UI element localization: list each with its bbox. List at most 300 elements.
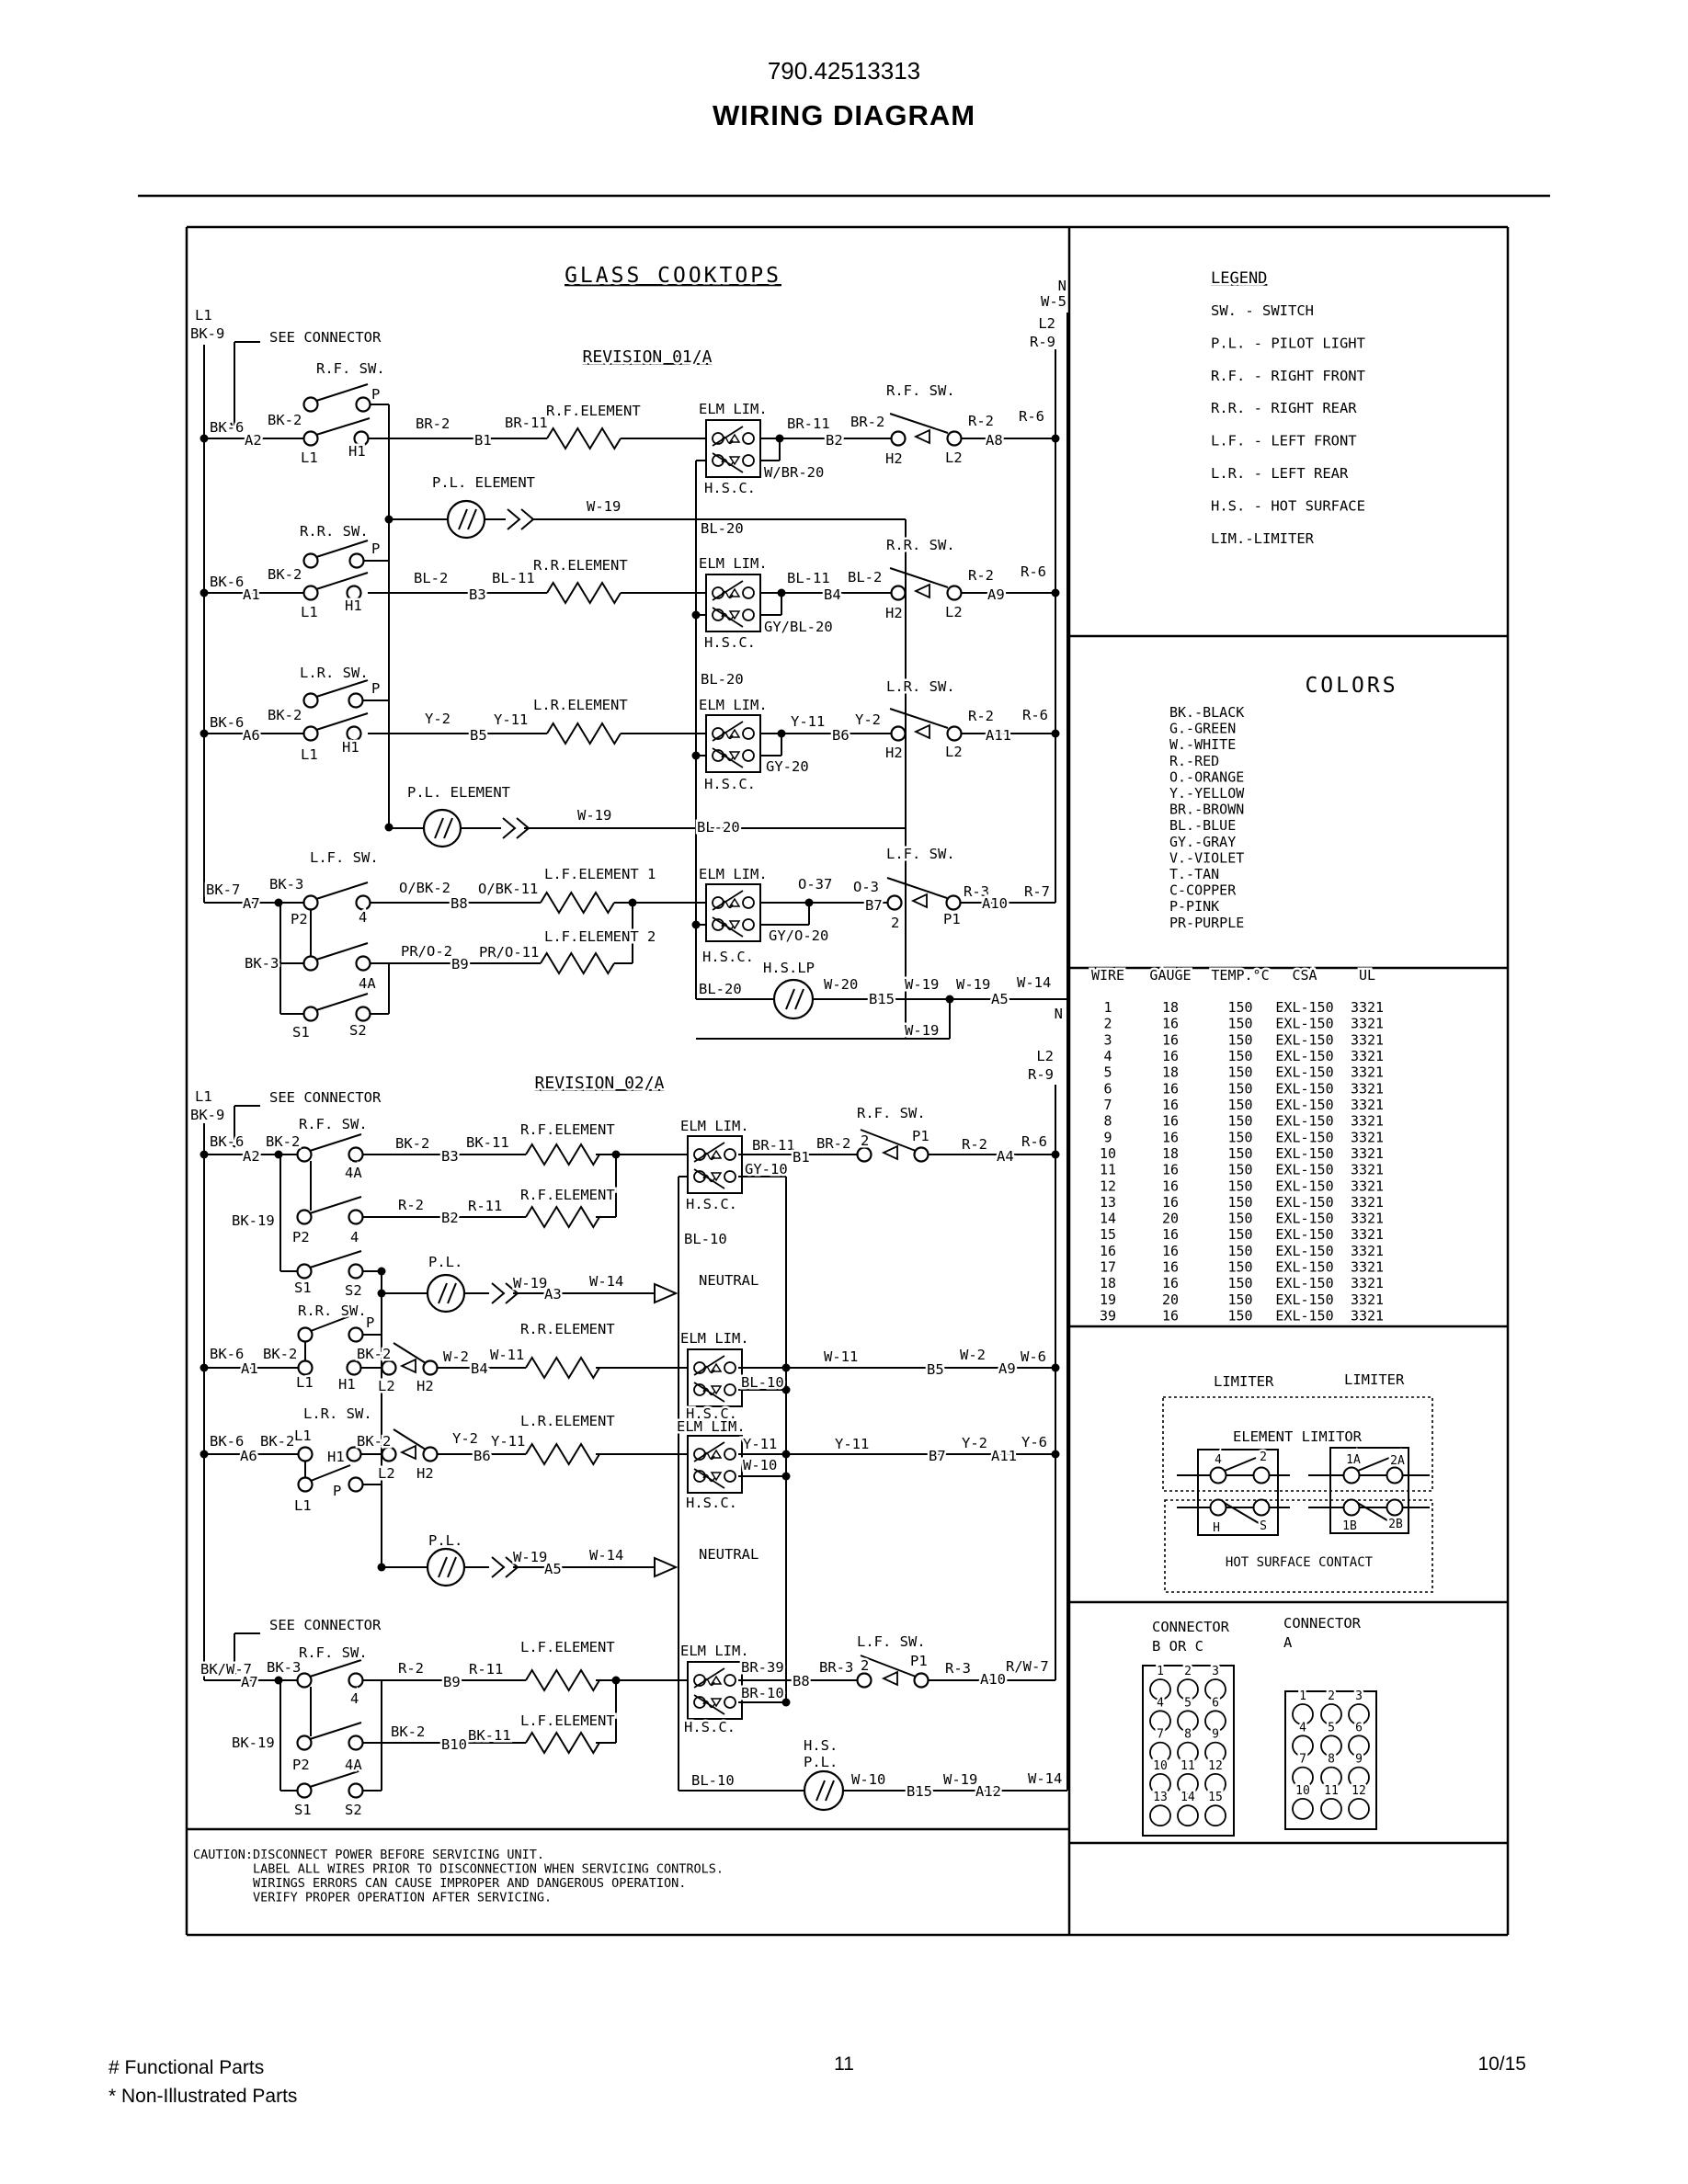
wire-label: Y-2 [855, 711, 881, 728]
contact-terminal-icon [724, 1362, 736, 1373]
wire-label: W-19 [905, 976, 940, 993]
elm-limiter-box [706, 574, 760, 631]
wire-label: BK-9 [190, 1107, 225, 1123]
wire-table-cell: 3321 [1350, 999, 1385, 1016]
wire-label: BL-2 [848, 569, 883, 586]
legend-item: P.L. - PILOT LIGHT [1211, 335, 1365, 352]
color-item: O.-ORANGE [1169, 768, 1245, 786]
wire-label: ELM LIM. [677, 1418, 746, 1435]
wire-label: L1 [294, 1428, 312, 1444]
wire-label: H1 [348, 443, 366, 460]
wire-table-cell: 13 [1099, 1193, 1117, 1211]
wire-table-cell: 3321 [1350, 1144, 1385, 1162]
wire-table-cell: 150 [1227, 1015, 1253, 1032]
wire-label: H2 [885, 745, 903, 761]
elm-limiter-box [688, 1349, 742, 1406]
limiter-terminal-icon [1344, 1500, 1360, 1516]
wire-label: BR-2 [816, 1135, 851, 1152]
wire-label: R-2 [968, 567, 994, 584]
wire-table-cell: 17 [1099, 1258, 1117, 1276]
wire-table-cell: 16 [1161, 1129, 1180, 1146]
wire-label: B9 [443, 1674, 461, 1690]
wire-label: L2 [378, 1465, 395, 1482]
wire-label: A4 [997, 1148, 1014, 1165]
color-item: GY.-GRAY [1169, 833, 1237, 850]
wire-label: S1 [292, 1024, 310, 1041]
wire-label: SEE CONNECTOR [269, 1089, 382, 1106]
switch-terminal-icon [304, 694, 318, 708]
switch-terminal-icon [298, 1784, 312, 1798]
connector-pin-number: 13 [1153, 1791, 1168, 1805]
wire-label: L.F. SW. [886, 846, 955, 862]
switch-terminal-icon [304, 727, 318, 741]
switch-terminal-icon [304, 586, 318, 600]
switch-terminal-icon [349, 1211, 363, 1224]
wire-label: PR/O-2 [401, 943, 452, 960]
contact-triangle-icon [712, 1151, 721, 1158]
wire-label: L1 [301, 746, 318, 763]
connector-pin-icon [1321, 1799, 1341, 1819]
wire-label: H [1213, 1521, 1220, 1535]
wire-table-cell: 16 [1161, 1193, 1180, 1211]
connector-pin-number: 3 [1355, 1689, 1363, 1703]
wire-label: L1 [301, 604, 318, 620]
wire-label: Y-2 [425, 711, 451, 727]
wire-label: BK-2 [260, 1433, 295, 1450]
junction-dot [378, 1564, 386, 1572]
wire-table-cell: 16 [1161, 1226, 1180, 1244]
switch-terminal-icon [424, 1361, 438, 1375]
wire-label: L.R.ELEMENT [520, 1413, 615, 1429]
wire-table-cell: 150 [1227, 1031, 1253, 1049]
contact-terminal-icon [724, 1384, 736, 1395]
wire-label: ELM LIM. [680, 1118, 749, 1134]
wire-table-cell: 5 [1103, 1064, 1112, 1081]
wire-table-cell: 3321 [1350, 1177, 1385, 1195]
wire-table-cell: 16 [1161, 1047, 1180, 1064]
wire-label: 4A [345, 1757, 362, 1773]
junction-dot [275, 1151, 283, 1159]
wire-label: R-11 [469, 1661, 504, 1678]
wire-label: S2 [345, 1802, 362, 1818]
wire-label: BK-3 [267, 1659, 302, 1676]
contact-terminal-icon [743, 728, 754, 739]
connector-pin-number: 5 [1184, 1696, 1192, 1711]
legend-item: L.F. - LEFT FRONT [1211, 432, 1357, 449]
wire-label: P [371, 680, 381, 697]
wire-label: BR-11 [505, 415, 548, 431]
wire-label: A1 [243, 586, 260, 603]
wire-table-cell: 16 [1161, 1015, 1180, 1032]
wire-table-cell: 2 [1103, 1015, 1112, 1032]
wire-label: A10 [982, 895, 1008, 912]
wire-label: P.L. ELEMENT [407, 784, 510, 801]
pilot-light-icon [428, 1275, 464, 1312]
wire-label: B4 [471, 1360, 488, 1377]
wire-label: L.F. SW. [857, 1633, 926, 1650]
wire-label: O/BK-11 [478, 881, 539, 897]
wire-label: B7 [865, 897, 883, 914]
wire-label: B9 [451, 956, 469, 973]
footer-functional-parts: # Functional Parts [108, 2057, 265, 2078]
wire-label: BK/W-7 [200, 1661, 252, 1678]
junction-dot [776, 435, 784, 443]
wire-label: W/BR-20 [764, 464, 825, 481]
wire-label: 4 [359, 909, 368, 926]
wire-label: GY/O-20 [769, 927, 829, 944]
switch-triangle-icon [916, 585, 930, 597]
resistor-element-icon [526, 1444, 599, 1464]
junction-dot [782, 1364, 791, 1372]
wire-table-cell: 150 [1227, 1096, 1253, 1113]
wire-label: H2 [885, 450, 903, 467]
wire-label: P2 [292, 1229, 310, 1246]
wire-label: A11 [986, 727, 1011, 744]
wire-table-cell: 18 [1161, 1144, 1180, 1162]
connector-pin-number: 15 [1208, 1791, 1223, 1805]
wire-label: P.L. [804, 1754, 838, 1770]
legend-item: H.S. - HOT SURFACE [1211, 497, 1365, 515]
pilot-light-icon [428, 1549, 464, 1586]
contact-triangle-icon [730, 435, 739, 442]
wire-label: ELM LIM. [680, 1643, 749, 1659]
resistor-element-icon [526, 1733, 599, 1753]
wire-label: H2 [416, 1465, 434, 1482]
wire-label: R.F.ELEMENT [546, 403, 641, 419]
wire-table-cell: 150 [1227, 1242, 1253, 1259]
wire-label: O-3 [853, 879, 879, 895]
wire-table-cell: EXL-150 [1275, 1129, 1334, 1146]
connector-pin-number: 9 [1212, 1727, 1219, 1742]
junction-dot [1052, 1450, 1060, 1459]
wire-label: W-14 [589, 1547, 624, 1564]
wire-table-cell: 3321 [1350, 1064, 1385, 1081]
wire-label: H.S.C. [686, 1405, 737, 1422]
junction-dot [782, 1450, 791, 1459]
resistor-element-icon [526, 1207, 599, 1227]
junction-dot [200, 1364, 209, 1372]
wire [316, 713, 368, 730]
junction-dot [692, 752, 701, 760]
wire-label: CONNECTOR [1283, 1615, 1361, 1632]
contact-terminal-icon [724, 1675, 736, 1686]
wire-table-cell: EXL-150 [1275, 1258, 1334, 1276]
wire-label: BK-6 [210, 1433, 245, 1450]
wire-label: W-19 [513, 1549, 548, 1565]
junction-dot [378, 1268, 386, 1276]
wire-label: B3 [469, 586, 486, 603]
wire-table-cell: 8 [1103, 1112, 1112, 1130]
wire-label: W-14 [589, 1273, 624, 1290]
switch-terminal-icon [349, 1265, 363, 1279]
wire-label: W-14 [1017, 974, 1052, 991]
wire-label: BK-19 [232, 1735, 275, 1751]
wire-table-cell: EXL-150 [1275, 1210, 1334, 1227]
chevron-icon [492, 1557, 504, 1577]
elm-limiter-box [706, 884, 760, 941]
wire-table-cell: EXL-150 [1275, 999, 1334, 1016]
switch-terminal-icon [299, 1361, 313, 1375]
wire-label: 2 [891, 915, 900, 931]
wire-table-cell: 150 [1227, 1258, 1253, 1276]
elm-limiter-box [706, 715, 760, 772]
wire-label: L.F.ELEMENT [520, 1712, 615, 1729]
wire-label: A10 [980, 1671, 1006, 1688]
wire-table-cell: 3321 [1350, 1258, 1385, 1276]
limiter-terminal-icon [1254, 1500, 1270, 1516]
wire-table-header: UL [1358, 967, 1376, 984]
switch-terminal-icon [892, 586, 906, 600]
wire-label: H.S.C. [704, 634, 756, 651]
switch-terminal-icon [349, 694, 363, 708]
wire-label: BL-20 [701, 671, 744, 688]
color-item: W.-WHITE [1169, 736, 1237, 754]
wire-table-cell: 20 [1161, 1210, 1180, 1227]
wire-table-cell: 1 [1103, 999, 1112, 1016]
wire-label: BR-10 [741, 1685, 784, 1701]
wire-table-cell: EXL-150 [1275, 1193, 1334, 1211]
wire-label: B3 [441, 1148, 459, 1165]
wire-label: L2 [1036, 1048, 1054, 1064]
wire-table-cell: 3321 [1350, 1129, 1385, 1146]
junction-dot [1052, 1151, 1060, 1159]
wire-table-cell: 16 [1161, 1031, 1180, 1049]
wire-label: L2 [945, 604, 963, 620]
wire-table-cell: EXL-150 [1275, 1307, 1334, 1325]
wire-label: W-19 [905, 1022, 940, 1039]
limiter-terminal-icon [1254, 1468, 1270, 1484]
wire-label: A8 [986, 432, 1003, 449]
wire-label: BK-2 [357, 1433, 392, 1450]
connector-pin-number: 4 [1299, 1721, 1306, 1735]
colors-title: COLORS [1305, 674, 1398, 698]
switch-terminal-icon [304, 957, 318, 971]
wire-label: L1 [301, 449, 318, 466]
connector-pin-number: 7 [1157, 1727, 1164, 1742]
elm-limiter-box [688, 1136, 742, 1193]
wire-label: H2 [416, 1378, 434, 1394]
resistor-element-icon [526, 1670, 599, 1690]
wire-label: R-6 [1021, 1133, 1047, 1150]
switch-triangle-icon [913, 894, 927, 907]
connector-pin-number: 5 [1328, 1721, 1335, 1735]
switch-terminal-icon [299, 1448, 313, 1462]
wire-label: W-5 [1041, 293, 1066, 310]
switch-terminal-icon [304, 1007, 318, 1021]
wire-label: BK-2 [357, 1346, 392, 1362]
wire-table-cell: 19 [1099, 1291, 1117, 1308]
wire-label: 4 [1215, 1453, 1222, 1467]
wire-label: REVISION 01/A [582, 347, 713, 367]
wire-table-cell: 16 [1161, 1112, 1180, 1130]
limiter-terminal-icon [1387, 1468, 1403, 1484]
wire-table-cell: EXL-150 [1275, 1047, 1334, 1064]
wire-label: BK-2 [395, 1135, 430, 1152]
wire-label: BK-3 [269, 876, 304, 893]
wire-label: R-6 [1019, 408, 1044, 425]
junction-dot [275, 899, 283, 907]
wire-table-cell: 150 [1227, 1161, 1253, 1178]
wire-table-cell: 16 [1161, 1096, 1180, 1113]
wire-label: LIMITER [1214, 1373, 1274, 1390]
wire [393, 1343, 426, 1363]
legend-title: LEGEND [1211, 269, 1268, 288]
wire-label: P1 [943, 911, 961, 927]
legend-item: R.F. - RIGHT FRONT [1211, 367, 1365, 384]
wire-label: BL-10 [684, 1231, 727, 1247]
wire-table-cell: 15 [1099, 1226, 1117, 1244]
wire-label: PR/O-11 [479, 944, 540, 961]
connector-pin-number: 8 [1184, 1727, 1192, 1742]
wire-label: BK-6 [210, 1133, 245, 1150]
wire-table-cell: 16 [1161, 1307, 1180, 1325]
color-item: R.-RED [1169, 752, 1220, 769]
wire-label: BR-2 [850, 414, 885, 430]
resistor-element-icon [547, 583, 621, 603]
wire-table-cell: 3321 [1350, 1193, 1385, 1211]
wire-label: BK-11 [468, 1727, 511, 1744]
switch-terminal-icon [348, 1361, 361, 1375]
contact-triangle-icon [730, 921, 739, 928]
contact-terminal-icon [724, 1471, 736, 1482]
wire-label: S1 [294, 1802, 312, 1818]
wire-label: NEUTRAL [699, 1546, 759, 1563]
junction-dot [1052, 435, 1060, 443]
wire-table-cell: 150 [1227, 1064, 1253, 1081]
wire-label: W-10 [851, 1771, 886, 1788]
color-item: P-PINK [1169, 898, 1220, 916]
wire-label: BL-11 [787, 570, 830, 586]
wire-label: B OR C [1152, 1638, 1203, 1655]
wire-label: P1 [910, 1653, 928, 1669]
wire-label: L.F.ELEMENT 1 [544, 866, 656, 882]
wire-label: 2 [1260, 1450, 1267, 1464]
wire-table-cell: 3321 [1350, 1047, 1385, 1064]
switch-terminal-icon [299, 1478, 313, 1492]
connector-pin-number: 8 [1328, 1752, 1335, 1767]
wire-label: 4A [345, 1165, 362, 1181]
wire-table-cell: EXL-150 [1275, 1161, 1334, 1178]
wire-table-header: WIRE [1090, 967, 1125, 984]
wire-label: B1 [793, 1149, 810, 1166]
wire-table-cell: 3321 [1350, 1096, 1385, 1113]
junction-dot [275, 1677, 283, 1685]
wire-label: P [371, 540, 381, 557]
wire-label: A1 [241, 1360, 258, 1377]
wire-table-cell: 16 [1161, 1275, 1180, 1292]
wire-label: R-2 [968, 413, 994, 429]
wire-label: W-19 [587, 498, 622, 515]
wire-table-cell: 150 [1227, 1112, 1253, 1130]
contact-triangle-icon [712, 1677, 721, 1684]
wire-label: S [1260, 1519, 1267, 1533]
connector-pin-number: 6 [1355, 1721, 1363, 1735]
connector-pin-number: 10 [1295, 1783, 1310, 1798]
switch-triangle-icon [402, 1359, 416, 1372]
wire-label: BL-20 [697, 819, 740, 836]
resistor-element-icon [526, 1358, 599, 1378]
wire-label: GY/BL-20 [764, 619, 833, 635]
wire-label: R-9 [1028, 1066, 1054, 1083]
wire-label: B2 [826, 432, 843, 449]
junction-dot [805, 899, 814, 907]
chevron-icon [492, 1283, 504, 1303]
wire-table-cell: 3321 [1350, 1080, 1385, 1098]
connector-pin-icon [1205, 1805, 1226, 1826]
elm-limiter-box [706, 420, 760, 477]
wire-label: B6 [473, 1448, 491, 1464]
limiter-terminal-icon [1211, 1500, 1226, 1516]
wire-label: 2B [1388, 1518, 1403, 1531]
junction-dot [782, 1473, 791, 1481]
switch-triangle-icon [884, 1146, 897, 1159]
wire-label: Y-2 [452, 1430, 478, 1447]
wire-label: BK-3 [245, 955, 279, 972]
wire-table-cell: 16 [1099, 1242, 1117, 1259]
pilot-light-icon [804, 1771, 843, 1810]
caution-line: CAUTION:DISCONNECT POWER BEFORE SERVICING UNIT. [193, 1848, 545, 1862]
wire-label: B1 [474, 432, 492, 449]
legend-item: L.R. - LEFT REAR [1211, 465, 1349, 482]
wire-table-cell: 150 [1227, 1047, 1253, 1064]
caution-line: VERIFY PROPER OPERATION AFTER SERVICING. [253, 1890, 553, 1905]
wire-label: R.F. SW. [316, 360, 385, 377]
wire-label: B8 [451, 895, 468, 912]
wire-label: L.R. SW. [886, 678, 955, 695]
wire-label: R.R. SW. [298, 1302, 367, 1319]
wire-label: 4 [350, 1229, 359, 1246]
wire-label: Y-11 [791, 713, 826, 730]
switch-terminal-icon [357, 398, 371, 412]
wire-label: R-6 [1021, 563, 1046, 580]
wire-label: R-2 [398, 1197, 424, 1213]
junction-dot [200, 1151, 209, 1159]
wire-table-cell: 150 [1227, 1129, 1253, 1146]
wire-label: B2 [441, 1210, 459, 1226]
wire-label: BK-11 [466, 1134, 509, 1151]
legend-item: LIM.-LIMITER [1211, 529, 1314, 547]
connector-pin-number: 7 [1299, 1752, 1306, 1767]
switch-terminal-icon [948, 727, 962, 741]
neutral-arrow-icon [655, 1558, 676, 1576]
wire-label: L.F. SW. [310, 849, 379, 866]
wire-label: A2 [243, 1148, 260, 1165]
wire-label: REVISION 02/A [534, 1074, 665, 1093]
resistor-element-icon [541, 893, 614, 913]
wire-label: B5 [470, 727, 487, 744]
wire [316, 573, 368, 589]
wire-label: R-3 [964, 883, 989, 900]
footer-date: 10/15 [1477, 2053, 1526, 2075]
wire-label: R-9 [1030, 334, 1055, 350]
switch-terminal-icon [357, 896, 371, 910]
wire-label: L.R.ELEMENT [533, 697, 628, 713]
wire-label: A2 [245, 432, 262, 449]
switch-terminal-icon [349, 1478, 363, 1492]
wire-table-cell: EXL-150 [1275, 1226, 1334, 1244]
contact-terminal-icon [743, 897, 754, 908]
switch-terminal-icon [349, 1674, 363, 1688]
wire-label: A9 [998, 1360, 1016, 1377]
contact-triangle-icon [730, 457, 739, 464]
wire-label: BK-7 [206, 882, 241, 898]
wire-label: BR-2 [416, 415, 451, 432]
connector-pin-number: 9 [1355, 1752, 1363, 1767]
wire-label: P [333, 1483, 342, 1499]
switch-terminal-icon [349, 1148, 363, 1162]
wire-table-header: TEMP.°C [1211, 967, 1270, 984]
wire-label: BK-6 [210, 714, 245, 731]
